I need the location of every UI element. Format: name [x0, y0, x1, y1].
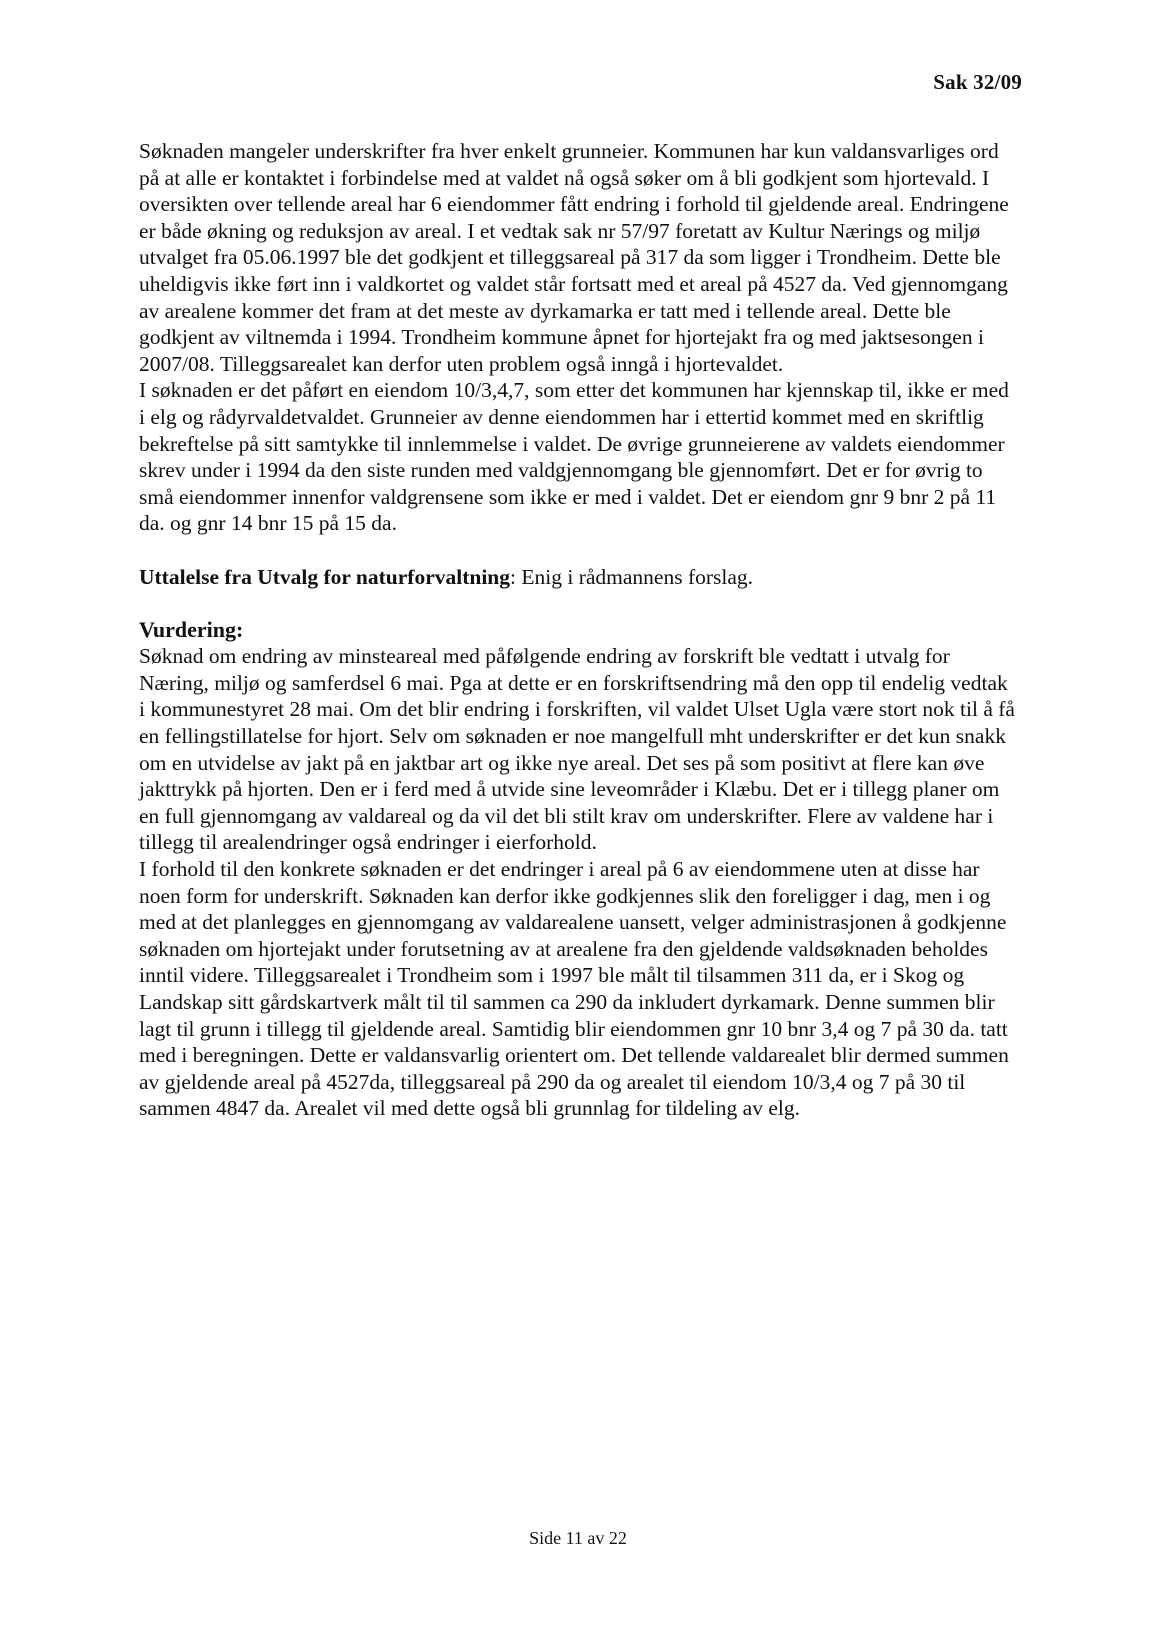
paragraph-concrete-application: I forhold til den konkrete søknaden er det endringer i areal på 6 av eiendommene uten at disse har noen form for underskrift. Søknaden kan derfor ikke godkjennes slik den foreligger i dag, men i og med at det planlegges en gjennomgang av valdarealene uansett, velger administrasjonen å godkjenne søknaden om hjortejakt under forutsetning av at arealene fra den gjeldende valdsøknaden beholdes inntil videre. Tilleggsarealet i Trondheim som i 1997 ble målt til tilsammen 311 da, er i Skog og Landskap sitt gårdskartverk målt til til sammen ca 290 da inkludert dyrkamark. Denne summen blir lagt til grunn i tillegg til gjeldende areal. Samtidig blir eiendommen gnr 10 bnr 3,4 og 7 på 30 da. tatt med i beregningen. Dette er valdansvarlig orientert om. Det tellende valdarealet blir dermed summen av gjeldende areal på 4527da, tilleggsareal på 290 da og arealet til eiendom 10/3,4 og 7 på 30 til sammen 4847 da. Arealet vil med dette også bli grunnlag for tildeling av elg.: [139, 857, 1009, 1121]
document-body: [139, 138, 1019, 1122]
paragraph-assessment: Søknad om endring av minsteareal med påfølgende endring av forskrift ble vedtatt i utvalg for Næring, miljø og samferdsel 6 mai. Pga at dette er en forskriftsendring må den opp til endelig vedtak i kommunestyret 28 mai. Om det blir endring i forskriften, vil valdet Ulset Ugla være stort nok til å få en fellingstillatelse for hjort. Selv om søknaden er noe mangelfull mht underskrifter er det kun snakk om en utvidelse av jakt på en jaktbar art og ikke nye areal. Det ses på som positivt at flere kan øve jakttrykk på hjorten. Den er i ferd med å utvide sine leveområder i Klæbu. Det er i tillegg planer om en full gjennomgang av valdareal og da vil det bli stilt krav om underskrifter. Flere av valdene har i tillegg til arealendringer også endringer i eierforhold.: [139, 644, 1015, 855]
paragraph-property-inclusion: I søknaden er det påført en eiendom 10/3,4,7, som etter det kommunen har kjennskap til, ikke er med i elg og rådyrvaldetvaldet. Grunneier av denne eiendommen har i ettertid kommet med en skriftlig bekreftelse på sitt samtykke til innlemmelse i valdet. De øvrige grunneierene av valdets eiendommer skrev under i 1994 da den siste runden med valdgjennomgang ble gjennomført. Det er for øvrig to små eiendommer innenfor valdgrensene som ikke er med i valdet. Det er eiendom gnr 9 bnr 2 på 11 da. og gnr 14 bnr 15 på 15 da.: [139, 378, 1009, 536]
committee-statement: [139, 564, 1019, 591]
spacer: [139, 537, 1019, 564]
paragraph-application-missing-signatures: Søknaden mangeler underskrifter fra hver enkelt grunneier. Kommunen har kun valdansvarliges ord på at alle er kontaktet i forbindelse med at valdet nå også søker om å bli godkjent som hjortevald. I oversikten over tellende areal har 6 eiendommer fått endring i forhold til gjeldende areal. Endringene er både økning og reduksjon av areal. I et vedtak sak nr 57/97 foretatt av Kultur Nærings og miljø utvalget fra 05.06.1997 ble det godkjent et tilleggsareal på 317 da som ligger i Trondheim. Dette ble uheldigvis ikke ført inn i valdkortet og valdet står fortsatt med et areal på 4527 da. Ved gjennomgang av arealene kommer det fram at det meste av dyrkamarka er tatt med i tellende areal. Dette ble godkjent av viltnemda i 1994. Trondheim kommune åpnet for hjortejakt fra og med jaktsesongen i 2007/08. Tilleggsarealet kan derfor uten problem også inngå i hjortevaldet.: [139, 139, 1009, 376]
page-number: Side 11 av 22: [529, 1528, 627, 1548]
committee-statement-lead: Uttalelse fra Utvalg for naturforvaltning: [139, 564, 511, 589]
spacer: [139, 590, 1019, 617]
case-reference: Sak 32/09: [933, 70, 1022, 94]
assessment-heading: Vurdering:: [139, 616, 244, 642]
committee-statement-text: : Enig i rådmannens forslag.: [510, 564, 754, 589]
